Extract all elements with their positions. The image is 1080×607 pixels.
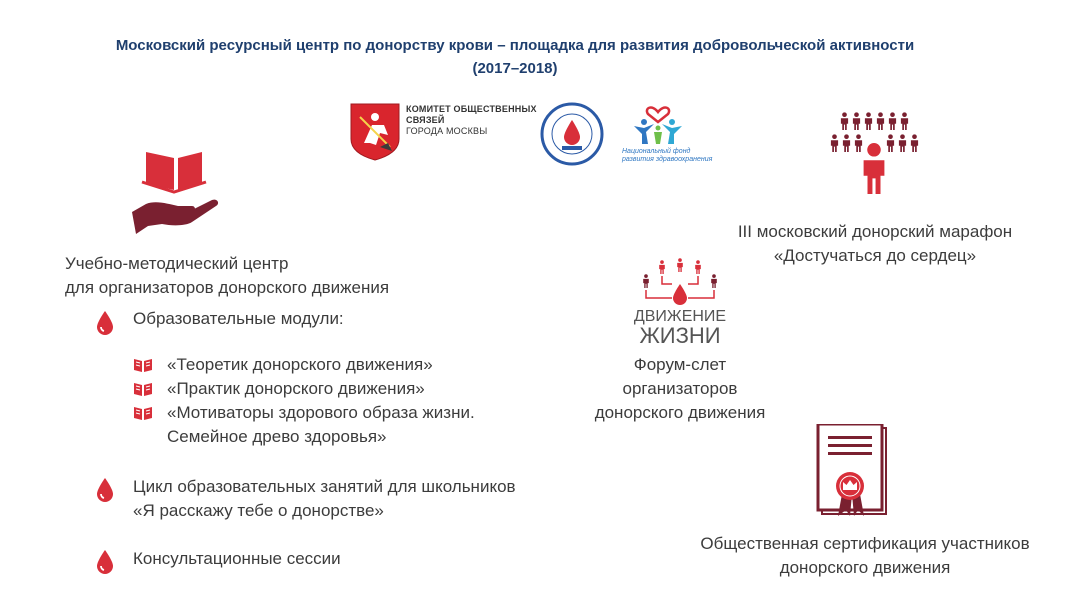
certification-line-1: Общественная сертификация участников (700, 534, 1030, 553)
foundation-line-2: развития здравоохранения (622, 156, 713, 163)
marathon-caption (735, 220, 1015, 268)
committee-line-1: КОМИТЕТ ОБЩЕСТВЕННЫХ (406, 104, 537, 114)
module-item-3 (167, 401, 475, 449)
book-icon (133, 357, 153, 373)
forum-line-3: донорского движения (594, 403, 766, 422)
school-cycle-item (133, 475, 516, 523)
school-cycle-line-1: Цикл образовательных занятий для школьников (133, 477, 516, 496)
people-network-icon (638, 258, 722, 308)
book-icon (133, 381, 153, 397)
page-title (0, 34, 1030, 80)
training-center-line-1: Учебно-методический центр (65, 254, 289, 273)
forum-line-2: организаторов (622, 379, 738, 398)
committee-logo-text (406, 104, 537, 137)
training-center-heading (65, 252, 389, 300)
title-line-1: Московский ресурсный центр по донорству крови – площадка для развития добровольческой активности (115, 37, 915, 54)
moscow-coat-of-arms-icon (350, 103, 400, 161)
dvizhenie-logo-text-1: ДВИЖЕНИЕ (633, 308, 727, 325)
certification-line-2: донорского движения (779, 558, 951, 577)
forum-line-1: Форум-слет (633, 355, 727, 374)
hand-with-book-icon (132, 150, 220, 236)
module-item-2: «Практик донорского движения» (167, 379, 425, 398)
module-item-1: «Теоретик донорского движения» (167, 355, 433, 374)
donor-center-seal-icon (540, 102, 604, 166)
marathon-line-2: «Достучаться до сердец» (773, 246, 977, 265)
marathon-line-1: III московский донорский марафон (737, 222, 1013, 241)
committee-line-3: ГОРОДА МОСКВЫ (406, 126, 488, 136)
foundation-caption (622, 148, 712, 164)
training-center-line-2: для организаторов донорского движения (65, 278, 390, 297)
consultation-item: Консультационные сессии (133, 549, 341, 568)
module-item-3-line-2: Семейное древо здоровья» (167, 427, 387, 446)
title-line-2: (2017–2018) (472, 60, 558, 77)
foundation-line-1: Национальный фонд (622, 148, 691, 155)
blood-drop-icon (95, 310, 115, 336)
national-foundation-logo-icon (622, 100, 694, 148)
modules-label: Образовательные модули: (133, 309, 344, 328)
school-cycle-line-2: «Я расскажу тебе о донорстве» (133, 501, 384, 520)
module-item-3-line-1: «Мотиваторы здорового образа жизни. (167, 403, 475, 422)
blood-drop-icon (95, 549, 115, 575)
forum-caption (590, 353, 770, 425)
certification-caption (700, 532, 1030, 580)
certificate-icon (816, 424, 890, 520)
dvizhenie-logo-text-2: ЖИЗНИ (639, 323, 721, 348)
blood-drop-icon (95, 477, 115, 503)
book-icon (133, 405, 153, 421)
crowd-icon (828, 110, 920, 202)
committee-line-2: СВЯЗЕЙ (406, 115, 445, 125)
